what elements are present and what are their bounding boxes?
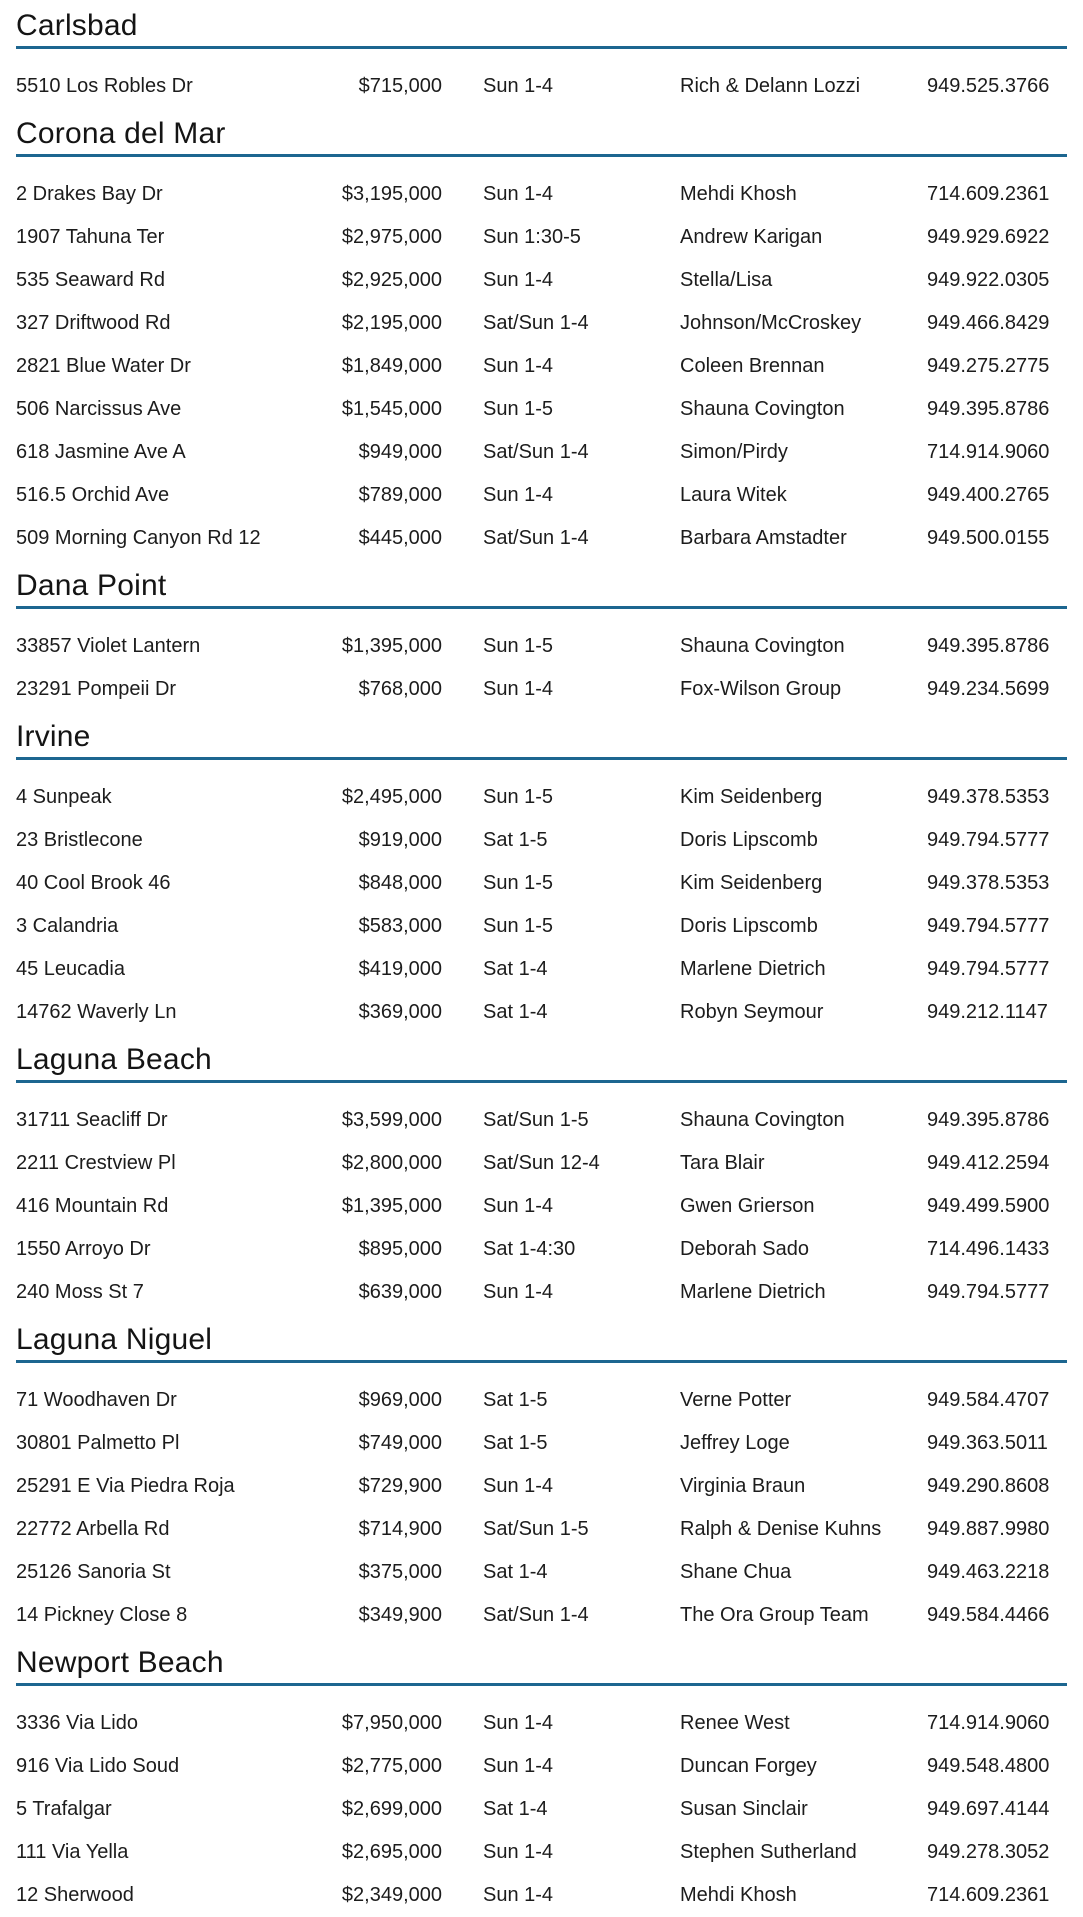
listing-open-house-time: Sun 1-5 (483, 872, 554, 894)
table-row (16, 65, 1067, 108)
table-row (16, 1465, 1067, 1508)
listing-price: $848,000 (358, 872, 442, 894)
listing-phone: 949.794.5777 (927, 958, 1050, 980)
listing-address: 4 Sunpeak (16, 786, 112, 808)
listing-phone: 949.584.4707 (927, 1389, 1050, 1411)
table-row (16, 625, 1067, 668)
table-row (16, 1508, 1067, 1551)
listing-address: 3336 Via Lido (16, 1712, 138, 1734)
listing-open-house-time: Sat 1-4 (483, 1561, 548, 1583)
listing-address: 535 Seaward Rd (16, 269, 165, 291)
listing-price: $445,000 (358, 527, 442, 549)
listing-price: $375,000 (358, 1561, 442, 1583)
listing-address: 33857 Violet Lantern (16, 635, 201, 657)
table-row (16, 1099, 1067, 1142)
table-row (16, 991, 1067, 1034)
listing-agent: Kim Seidenberg (680, 872, 823, 894)
listing-address: 71 Woodhaven Dr (16, 1389, 177, 1411)
listing-address: 12 Sherwood (16, 1884, 134, 1906)
listing-agent: Jeffrey Loge (680, 1432, 790, 1454)
listing-agent: Coleen Brennan (680, 355, 825, 377)
listing-open-house-time: Sun 1-4 (483, 1884, 554, 1906)
listing-address: 40 Cool Brook 46 (16, 872, 171, 894)
listing-phone: 949.234.5699 (927, 678, 1050, 700)
table-row (16, 431, 1067, 474)
listing-agent: Doris Lipscomb (680, 915, 818, 937)
listing-phone: 949.412.2594 (927, 1152, 1050, 1174)
listing-address: 5 Trafalgar (16, 1798, 112, 1820)
table-row (16, 948, 1067, 991)
table-row (16, 173, 1067, 216)
listing-agent: Stephen Sutherland (680, 1841, 857, 1863)
listing-open-house-time: Sat 1-5 (483, 829, 548, 851)
listing-address: 509 Morning Canyon Rd 12 (16, 527, 261, 549)
listing-agent: Shauna Covington (680, 398, 845, 420)
listing-price: $895,000 (358, 1238, 442, 1260)
table-row (16, 345, 1067, 388)
listing-address: 618 Jasmine Ave A (16, 441, 186, 463)
listing-open-house-time: Sun 1-4 (483, 355, 554, 377)
table-row (16, 1142, 1067, 1185)
listing-phone: 949.794.5777 (927, 829, 1050, 851)
table-row (16, 905, 1067, 948)
listing-phone: 714.609.2361 (927, 1884, 1050, 1906)
listing-phone: 714.609.2361 (927, 183, 1050, 205)
listing-agent: Mehdi Khosh (680, 1884, 797, 1906)
listing-phone: 949.212.1147 (927, 1001, 1048, 1023)
listing-open-house-time: Sat 1-4 (483, 958, 548, 980)
listing-phone: 949.275.2775 (927, 355, 1050, 377)
listing-phone: 949.290.8608 (927, 1475, 1050, 1497)
listing-open-house-time: Sun 1-5 (483, 398, 554, 420)
listing-price: $7,950,000 (341, 1712, 442, 1734)
listing-address: 25126 Sanoria St (16, 1561, 171, 1583)
city-header: Dana Point (16, 560, 1067, 609)
listing-address: 506 Narcissus Ave (16, 398, 182, 420)
listing-agent: Barbara Amstadter (680, 527, 847, 549)
listing-phone: 949.400.2765 (927, 484, 1050, 506)
listing-agent: Virginia Braun (680, 1475, 806, 1497)
listing-agent: Susan Sinclair (680, 1798, 808, 1820)
city-header: Carlsbad (16, 0, 1067, 49)
listing-price: $749,000 (358, 1432, 442, 1454)
listing-phone: 949.395.8786 (927, 398, 1050, 420)
listing-agent: Stella/Lisa (680, 269, 773, 291)
listing-price: $1,545,000 (341, 398, 442, 420)
listing-agent: Tara Blair (680, 1152, 765, 1174)
table-row (16, 1702, 1067, 1745)
table-row (16, 862, 1067, 905)
listing-price: $1,395,000 (341, 635, 442, 657)
listing-open-house-time: Sun 1-4 (483, 183, 554, 205)
table-row (16, 1228, 1067, 1271)
listing-agent: Verne Potter (680, 1389, 792, 1411)
listing-phone: 949.395.8786 (927, 635, 1050, 657)
table-row (16, 259, 1067, 302)
table-row (16, 1551, 1067, 1594)
listing-agent: Andrew Karigan (680, 226, 823, 248)
city-section (16, 1314, 1067, 1637)
listing-address: 516.5 Orchid Ave (16, 484, 170, 506)
listing-price: $2,925,000 (341, 269, 442, 291)
listing-open-house-time: Sun 1-4 (483, 75, 554, 97)
city-section (16, 108, 1067, 560)
listing-rows (16, 49, 1067, 108)
listing-phone: 949.363.5011 (927, 1432, 1048, 1454)
listing-phone: 949.548.4800 (927, 1755, 1050, 1777)
listing-open-house-time: Sat/Sun 1-4 (483, 312, 589, 334)
listing-price: $715,000 (358, 75, 442, 97)
listing-address: 23291 Pompeii Dr (16, 678, 177, 700)
listing-address: 2211 Crestview Pl (16, 1152, 176, 1174)
listing-open-house-time: Sun 1-4 (483, 678, 554, 700)
listing-open-house-time: Sat 1-4:30 (483, 1238, 576, 1260)
listing-agent: Ralph & Denise Kuhns (680, 1518, 882, 1540)
listing-agent: Simon/Pirdy (680, 441, 788, 463)
listing-open-house-time: Sun 1-4 (483, 1475, 554, 1497)
listing-open-house-time: Sat/Sun 1-4 (483, 1604, 589, 1626)
city-section (16, 1034, 1067, 1314)
listing-address: 25291 E Via Piedra Roja (16, 1475, 235, 1497)
listing-phone: 949.378.5353 (927, 786, 1050, 808)
listing-phone: 714.914.9060 (927, 1712, 1050, 1734)
listing-rows (16, 157, 1067, 560)
table-row (16, 1594, 1067, 1637)
listing-price: $919,000 (358, 829, 442, 851)
city-header: Laguna Niguel (16, 1314, 1067, 1363)
table-row (16, 1745, 1067, 1788)
listing-phone: 949.395.8786 (927, 1109, 1050, 1131)
listing-address: 327 Driftwood Rd (16, 312, 171, 334)
listing-address: 5510 Los Robles Dr (16, 75, 193, 97)
listing-open-house-time: Sun 1-4 (483, 1841, 554, 1863)
listing-phone: 949.525.3766 (927, 75, 1050, 97)
listing-phone: 949.584.4466 (927, 1604, 1050, 1626)
listing-open-house-time: Sat/Sun 1-4 (483, 527, 589, 549)
city-section (16, 1637, 1067, 1917)
listing-open-house-time: Sun 1-4 (483, 1755, 554, 1777)
listing-agent: Renee West (680, 1712, 790, 1734)
listing-price: $3,195,000 (341, 183, 442, 205)
listing-open-house-time: Sun 1-5 (483, 915, 554, 937)
table-row (16, 668, 1067, 711)
table-row (16, 517, 1067, 560)
listing-price: $369,000 (358, 1001, 442, 1023)
table-row (16, 302, 1067, 345)
listing-agent: Marlene Dietrich (680, 958, 826, 980)
listing-price: $729,900 (358, 1475, 442, 1497)
table-row (16, 1788, 1067, 1831)
listing-price: $3,599,000 (341, 1109, 442, 1131)
city-section (16, 0, 1067, 108)
city-section (16, 560, 1067, 711)
listing-open-house-time: Sun 1-4 (483, 269, 554, 291)
listing-open-house-time: Sun 1-5 (483, 635, 554, 657)
listing-phone: 949.697.4144 (927, 1798, 1050, 1820)
listing-rows (16, 760, 1067, 1034)
listing-address: 111 Via Yella (16, 1841, 129, 1863)
listing-open-house-time: Sat 1-5 (483, 1389, 548, 1411)
listing-address: 1550 Arroyo Dr (16, 1238, 151, 1260)
listing-agent: Kim Seidenberg (680, 786, 823, 808)
table-row (16, 819, 1067, 862)
listing-price: $639,000 (358, 1281, 442, 1303)
listing-price: $1,395,000 (341, 1195, 442, 1217)
table-row (16, 216, 1067, 259)
listing-price: $768,000 (358, 678, 442, 700)
listing-agent: Laura Witek (680, 484, 787, 506)
listing-address: 3 Calandria (16, 915, 119, 937)
listing-agent: Rich & Delann Lozzi (680, 75, 861, 97)
listing-open-house-time: Sat/Sun 1-5 (483, 1518, 589, 1540)
listing-open-house-time: Sun 1-5 (483, 786, 554, 808)
listing-open-house-time: Sun 1:30-5 (483, 226, 581, 248)
listing-phone: 949.794.5777 (927, 915, 1050, 937)
table-row (16, 1874, 1067, 1917)
listing-agent: Robyn Seymour (680, 1001, 824, 1023)
listing-agent: Duncan Forgey (680, 1755, 817, 1777)
listing-address: 1907 Tahuna Ter (16, 226, 165, 248)
listing-open-house-time: Sun 1-4 (483, 1281, 554, 1303)
listing-open-house-time: Sat/Sun 1-4 (483, 441, 589, 463)
table-row (16, 474, 1067, 517)
listing-price: $419,000 (358, 958, 442, 980)
listing-rows (16, 1083, 1067, 1314)
listing-address: 240 Moss St 7 (16, 1281, 144, 1303)
listing-price: $2,349,000 (341, 1884, 442, 1906)
table-row (16, 1422, 1067, 1465)
listing-agent: Fox-Wilson Group (680, 678, 842, 700)
listing-phone: 949.278.3052 (927, 1841, 1050, 1863)
listing-price: $2,800,000 (341, 1152, 442, 1174)
listing-price: $949,000 (358, 441, 442, 463)
listing-rows (16, 1363, 1067, 1637)
listing-address: 14762 Waverly Ln (16, 1001, 177, 1023)
listing-phone: 949.929.6922 (927, 226, 1050, 248)
listing-price: $2,195,000 (341, 312, 442, 334)
listing-price: $714,900 (358, 1518, 442, 1540)
listing-phone: 949.922.0305 (927, 269, 1050, 291)
table-row (16, 388, 1067, 431)
city-header: Laguna Beach (16, 1034, 1067, 1083)
table-row (16, 1271, 1067, 1314)
listing-address: 2 Drakes Bay Dr (16, 183, 163, 205)
city-header: Irvine (16, 711, 1067, 760)
listing-open-house-time: Sat 1-4 (483, 1001, 548, 1023)
listing-open-house-time: Sat/Sun 12-4 (483, 1152, 600, 1174)
listing-price: $2,695,000 (341, 1841, 442, 1863)
listing-address: 45 Leucadia (16, 958, 125, 980)
listing-address: 416 Mountain Rd (16, 1195, 169, 1217)
city-section (16, 711, 1067, 1034)
listing-phone: 949.499.5900 (927, 1195, 1050, 1217)
listing-address: 2821 Blue Water Dr (16, 355, 191, 377)
listing-agent: Doris Lipscomb (680, 829, 818, 851)
listing-price: $789,000 (358, 484, 442, 506)
table-row (16, 776, 1067, 819)
listing-phone: 949.887.9980 (927, 1518, 1050, 1540)
listing-address: 23 Bristlecone (16, 829, 143, 851)
listing-phone: 714.914.9060 (927, 441, 1050, 463)
listing-phone: 714.496.1433 (927, 1238, 1050, 1260)
listing-address: 31711 Seacliff Dr (16, 1109, 168, 1131)
listing-phone: 949.378.5353 (927, 872, 1050, 894)
listing-phone: 949.794.5777 (927, 1281, 1050, 1303)
listing-agent: Shane Chua (680, 1561, 792, 1583)
listing-price: $969,000 (358, 1389, 442, 1411)
listing-open-house-time: Sun 1-4 (483, 1195, 554, 1217)
listing-address: 916 Via Lido Soud (16, 1755, 180, 1777)
listing-agent: Mehdi Khosh (680, 183, 797, 205)
listing-rows (16, 1686, 1067, 1917)
listing-price: $2,975,000 (341, 226, 442, 248)
listing-address: 14 Pickney Close 8 (16, 1604, 188, 1626)
table-row (16, 1831, 1067, 1874)
listing-price: $2,775,000 (341, 1755, 442, 1777)
listing-agent: Marlene Dietrich (680, 1281, 826, 1303)
listing-address: 22772 Arbella Rd (16, 1518, 170, 1540)
listing-agent: Gwen Grierson (680, 1195, 815, 1217)
listing-phone: 949.466.8429 (927, 312, 1050, 334)
listing-phone: 949.463.2218 (927, 1561, 1050, 1583)
city-header: Newport Beach (16, 1637, 1067, 1686)
listing-agent: Johnson/McCroskey (680, 312, 862, 334)
listing-agent: Deborah Sado (680, 1238, 809, 1260)
listing-price: $2,495,000 (341, 786, 442, 808)
listing-open-house-time: Sat 1-5 (483, 1432, 548, 1454)
listing-open-house-time: Sat/Sun 1-5 (483, 1109, 589, 1131)
listing-price: $2,699,000 (341, 1798, 442, 1820)
listing-agent: The Ora Group Team (680, 1604, 869, 1626)
listing-phone: 949.500.0155 (927, 527, 1050, 549)
listing-open-house-time: Sat 1-4 (483, 1798, 548, 1820)
listing-open-house-time: Sun 1-4 (483, 484, 554, 506)
listing-price: $583,000 (358, 915, 442, 937)
listing-agent: Shauna Covington (680, 635, 845, 657)
listing-price: $349,900 (358, 1604, 442, 1626)
city-header: Corona del Mar (16, 108, 1067, 157)
listing-open-house-time: Sun 1-4 (483, 1712, 554, 1734)
listing-agent: Shauna Covington (680, 1109, 845, 1131)
table-row (16, 1185, 1067, 1228)
listing-rows (16, 609, 1067, 711)
listing-address: 30801 Palmetto Pl (16, 1432, 180, 1454)
table-row (16, 1379, 1067, 1422)
listing-price: $1,849,000 (341, 355, 442, 377)
